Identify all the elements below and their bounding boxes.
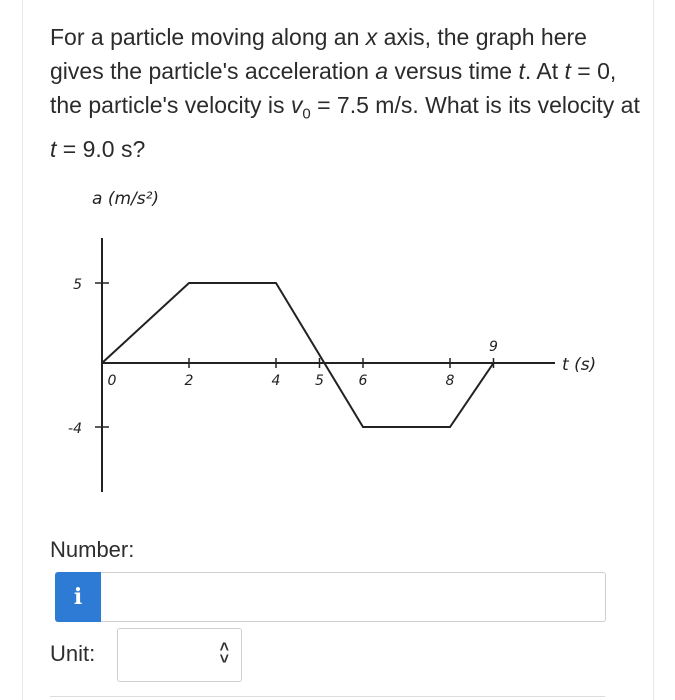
- number-input[interactable]: [101, 572, 606, 622]
- x-tick-label: 6: [358, 373, 368, 389]
- acceleration-curve: [102, 283, 494, 427]
- x-tick-label: 2: [184, 373, 194, 389]
- x-tick-label: 4: [271, 373, 281, 389]
- y-tick-label: -4: [68, 421, 82, 437]
- x-axis-label: t (s): [562, 355, 597, 375]
- x-tick-label: 0: [107, 373, 117, 389]
- chevron-updown-icon: ˄ ˅: [219, 639, 229, 668]
- unit-select[interactable]: [117, 628, 242, 682]
- acceleration-graph: [50, 180, 630, 500]
- y-tick-label: 5: [73, 277, 82, 293]
- ticks-layer: [68, 277, 498, 437]
- info-icon: i: [73, 584, 83, 610]
- x-tick-label: 5: [315, 373, 324, 389]
- divider: [50, 696, 605, 697]
- info-icon-button[interactable]: [55, 572, 101, 622]
- y-axis-label: a (m/s²): [92, 189, 160, 209]
- x-tick-label: 8: [445, 373, 455, 389]
- x-tick-label: 9: [489, 339, 498, 355]
- graph-svg: [50, 180, 630, 500]
- number-label: Number:: [50, 537, 135, 562]
- unit-label: Unit:: [50, 641, 96, 666]
- question-text: For a particle moving along an x axis, the graph here gives the particle's acceleration a versus time t. At t = 0, the particle's velocity is $v_0 = 7.5$ m/s. What is its velocity at t = 9.0 s?: [50, 24, 640, 162]
